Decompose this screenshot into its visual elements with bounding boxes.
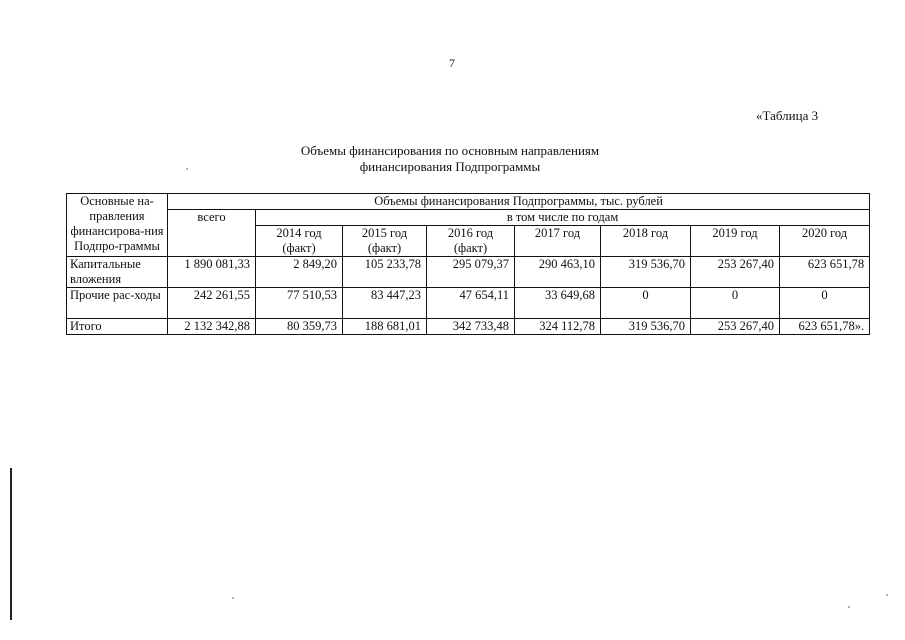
financing-table bbox=[66, 193, 870, 335]
header-directions: Основные на-правления финансирова-ния Подпро-граммы bbox=[67, 194, 168, 257]
header-year-2018: 2018 год bbox=[601, 226, 691, 257]
cell-2020: 0 bbox=[780, 288, 870, 319]
row-label: Итого bbox=[67, 319, 168, 335]
cell-2019: 0 bbox=[691, 288, 780, 319]
header-funding-total: Объемы финансирования Подпрограммы, тыс. рублей bbox=[168, 194, 870, 210]
cell-2018: 0 bbox=[601, 288, 691, 319]
cell-2018: 319 536,70 bbox=[601, 257, 691, 288]
cell-total: 1 890 081,33 bbox=[168, 257, 256, 288]
page-number: 7 bbox=[449, 56, 455, 70]
cell-2014: 77 510,53 bbox=[256, 288, 343, 319]
row-label: Капитальные вложения bbox=[67, 257, 168, 288]
cell-2017: 290 463,10 bbox=[515, 257, 601, 288]
header-year-2019: 2019 год bbox=[691, 226, 780, 257]
scan-speck bbox=[232, 597, 234, 599]
header-year-2017: 2017 год bbox=[515, 226, 601, 257]
cell-2019: 253 267,40 bbox=[691, 257, 780, 288]
cell-2014: 2 849,20 bbox=[256, 257, 343, 288]
cell-2016: 295 079,37 bbox=[427, 257, 515, 288]
cell-2020: 623 651,78 bbox=[780, 257, 870, 288]
cell-2020: 623 651,78». bbox=[780, 319, 870, 335]
cell-2015: 83 447,23 bbox=[343, 288, 427, 319]
cell-2017: 324 112,78 bbox=[515, 319, 601, 335]
scan-speck bbox=[186, 168, 188, 170]
table-row-capital bbox=[67, 257, 870, 288]
title-line-2: финансирования Подпрограммы bbox=[359, 159, 541, 174]
row-label: Прочие рас-ходы bbox=[67, 288, 168, 319]
scan-speck bbox=[886, 594, 888, 596]
header-total: всего bbox=[168, 210, 256, 257]
header-year-2014: 2014 год (факт) bbox=[256, 226, 343, 257]
cell-2015: 188 681,01 bbox=[343, 319, 427, 335]
title-line-1: Объемы финансирования по основным направлениям bbox=[300, 143, 600, 158]
scan-speck bbox=[848, 606, 850, 608]
header-year-2020: 2020 год bbox=[780, 226, 870, 257]
cell-2015: 105 233,78 bbox=[343, 257, 427, 288]
document-title bbox=[250, 143, 650, 175]
cell-2018: 319 536,70 bbox=[601, 319, 691, 335]
scan-edge-mark bbox=[10, 468, 12, 620]
cell-2014: 80 359,73 bbox=[256, 319, 343, 335]
cell-2019: 253 267,40 bbox=[691, 319, 780, 335]
table-row-total bbox=[67, 319, 870, 335]
cell-total: 2 132 342,88 bbox=[168, 319, 256, 335]
header-year-2016: 2016 год (факт) bbox=[427, 226, 515, 257]
header-by-year: в том числе по годам bbox=[256, 210, 870, 226]
cell-2016: 342 733,48 bbox=[427, 319, 515, 335]
cell-total: 242 261,55 bbox=[168, 288, 256, 319]
header-year-2015: 2015 год (факт) bbox=[343, 226, 427, 257]
cell-2016: 47 654,11 bbox=[427, 288, 515, 319]
table-caption: «Таблица 3 bbox=[756, 108, 819, 123]
table-row-other bbox=[67, 288, 870, 319]
cell-2017: 33 649,68 bbox=[515, 288, 601, 319]
